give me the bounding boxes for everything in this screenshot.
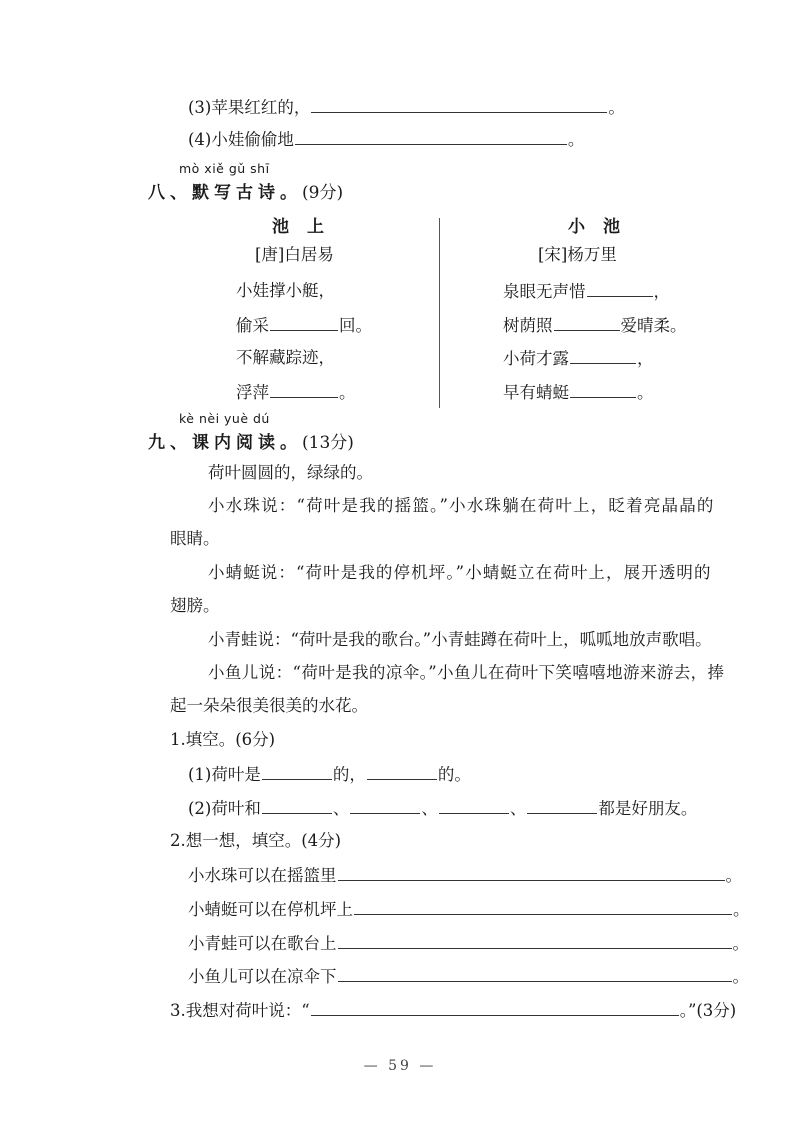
answer-blank[interactable]: [350, 797, 420, 814]
section8-pinyin: mò xiě gǔ shī: [179, 161, 270, 176]
poem1-line1: 小娃撑小艇，: [236, 281, 335, 300]
poem-text: 爱晴柔。: [620, 316, 687, 335]
q1-item2: [188, 797, 697, 820]
poem-text: 小荷才露: [503, 349, 569, 368]
answer-blank[interactable]: [338, 932, 732, 949]
answer-blank[interactable]: [338, 965, 732, 982]
poem1-line3: 不解藏踪迹，: [236, 348, 335, 367]
answer-blank[interactable]: [554, 314, 620, 331]
q-text: 、: [421, 799, 438, 818]
answer-blank[interactable]: [311, 96, 607, 113]
poem1-author: [唐]白居易: [255, 245, 334, 264]
q-text: 小青蛙可以在歌台上: [188, 934, 337, 953]
q-text: 都是好朋友。: [598, 799, 698, 818]
q-text: 、: [509, 799, 527, 818]
q-text: (2)荷叶和: [188, 799, 261, 818]
poem-text: 回。: [339, 316, 372, 335]
answer-blank[interactable]: [338, 864, 725, 881]
reading-para4: 小青蛙说：“荷叶是我的歌台。”小青蛙蹲在荷叶上，呱呱地放声歌唱。: [208, 630, 712, 649]
answer-blank[interactable]: [570, 347, 636, 364]
item-end: 。: [608, 98, 625, 117]
reading-para5-line1: 小鱼儿说：“荷叶是我的凉伞。”小鱼儿在荷叶下笑嘻嘻地游来游去，捧: [208, 663, 725, 682]
section-score: (9分): [302, 183, 344, 203]
section8-heading: [148, 178, 343, 203]
fill-line-item-4: [188, 128, 584, 151]
q3-line: [170, 999, 736, 1022]
q-text: 、: [332, 799, 350, 818]
answer-blank[interactable]: [587, 280, 653, 297]
poem-text: 早有蜻蜓: [503, 383, 569, 402]
answer-blank[interactable]: [439, 797, 509, 814]
q-text: 。”(3分): [679, 1001, 737, 1020]
poem2-line1: [503, 280, 670, 303]
section-score: (13分): [302, 433, 354, 453]
reading-para5-line2: 起一朵朵很美很美的水花。: [170, 696, 368, 715]
poem-text: 。: [339, 383, 356, 402]
answer-blank[interactable]: [295, 128, 567, 145]
q-text: 小鱼儿可以在凉伞下: [188, 967, 337, 986]
section-title: 九、课内阅读。: [148, 433, 302, 453]
q-text: 。: [732, 934, 749, 953]
answer-blank[interactable]: [270, 314, 338, 331]
q-text: 小蜻蜓可以在停机坪上: [188, 900, 353, 919]
page-number: — 59 —: [363, 1058, 437, 1074]
item-end: 。: [567, 130, 585, 149]
answer-blank[interactable]: [354, 898, 732, 915]
q-text: 。: [732, 967, 749, 986]
poem-text: 偷采: [236, 316, 269, 335]
q-text: 3.我想对荷叶说：“: [170, 1001, 310, 1020]
q-text: 。: [725, 866, 742, 885]
q1-title: 1.填空。(6分): [170, 730, 276, 749]
reading-para1: 荷叶圆圆的，绿绿的。: [208, 463, 373, 482]
q2-line2: [188, 898, 750, 921]
q-text: 的。: [437, 765, 471, 784]
q-text: 的，: [332, 765, 366, 784]
poem-divider: [439, 218, 440, 408]
reading-para2-line2: 眼睛。: [170, 529, 220, 548]
poem-text: 泉眼无声惜: [503, 282, 586, 301]
section-title: 八、默写古诗。: [148, 183, 302, 203]
answer-blank[interactable]: [311, 999, 679, 1016]
poem-text: 树荫照: [503, 316, 553, 335]
poem2-title: 小池: [568, 217, 638, 237]
answer-blank[interactable]: [262, 763, 332, 780]
poem-text: 浮萍: [236, 383, 269, 402]
poem1-line4: [236, 381, 356, 404]
poem-text: ，: [653, 282, 670, 301]
q-text: (1)荷叶是: [188, 765, 261, 784]
q2-title: 2.想一想，填空。(4分): [170, 831, 342, 850]
section9-heading: [148, 428, 354, 453]
reading-para3-line1: 小蜻蜓说：“荷叶是我的停机坪。”小蜻蜓立在荷叶上，展开透明的: [208, 563, 712, 582]
answer-blank[interactable]: [367, 763, 437, 780]
poem1-line2: [236, 314, 372, 337]
item-prefix: (3)苹果红红的，: [188, 98, 311, 117]
reading-para3-line2: 翅膀。: [170, 596, 220, 615]
answer-blank[interactable]: [570, 381, 636, 398]
section9-pinyin: kè nèi yuè dú: [179, 411, 270, 426]
answer-blank[interactable]: [262, 797, 332, 814]
poem2-line2: [503, 314, 687, 337]
q2-line3: [188, 932, 749, 955]
answer-blank[interactable]: [527, 797, 597, 814]
poem-text: 。: [637, 383, 654, 402]
poem2-line4: [503, 381, 654, 404]
q2-line4: [188, 965, 749, 988]
poem1-title: 池上: [272, 217, 342, 237]
reading-para2-line1: 小水珠说：“荷叶是我的摇篮。”小水珠躺在荷叶上，眨着亮晶晶的: [208, 496, 715, 515]
q1-item1: [188, 763, 471, 786]
answer-blank[interactable]: [270, 381, 338, 398]
fill-line-item-3: [188, 96, 625, 119]
item-prefix: (4)小娃偷偷地: [188, 130, 294, 149]
poem2-author: [宋]杨万里: [538, 245, 617, 264]
q2-line1: [188, 864, 742, 887]
poem-text: ，: [637, 349, 654, 368]
poem2-line3: [503, 347, 654, 370]
q-text: 。: [733, 900, 750, 919]
q-text: 小水珠可以在摇篮里: [188, 866, 337, 885]
